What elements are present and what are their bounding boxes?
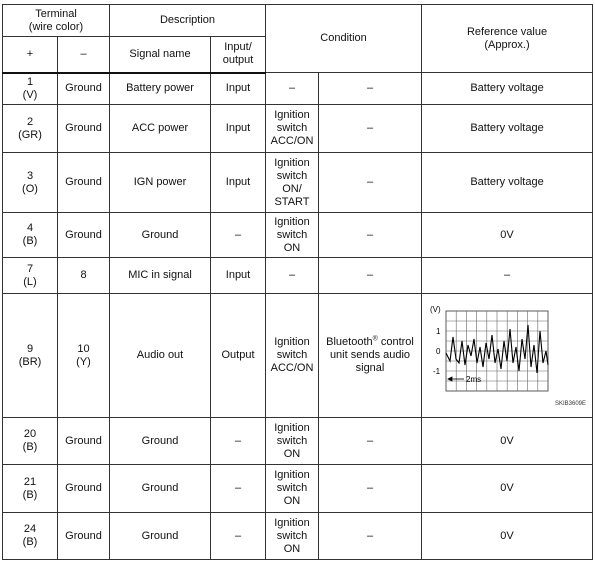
table-row <box>3 418 593 465</box>
condition-switch: – <box>266 73 319 105</box>
waveform-figure <box>424 301 590 411</box>
condition-detail-text: control unit sends audio signal <box>329 336 414 374</box>
reference-value: – <box>422 258 593 294</box>
condition-detail: – <box>319 73 422 105</box>
terminal-plus: 7 (L) <box>3 258 58 294</box>
condition-detail <box>319 294 422 418</box>
condition-detail: – <box>319 258 422 294</box>
table-row <box>3 73 593 105</box>
condition-detail: – <box>319 465 422 513</box>
signal-name: Audio out <box>110 294 211 418</box>
tick-label-neg1: -1 <box>433 366 441 376</box>
reference-value: Battery voltage <box>422 105 593 153</box>
reference-value: Battery voltage <box>422 73 593 105</box>
table-row <box>3 153 593 213</box>
reference-value: 0V <box>422 465 593 513</box>
condition-detail: – <box>319 213 422 258</box>
terminal-plus: 4 (B) <box>3 213 58 258</box>
reference-waveform-cell <box>422 294 593 418</box>
header-terminal: Terminal (wire color) <box>3 5 110 37</box>
signal-name: Ground <box>110 418 211 465</box>
condition-switch: Ignition switch ON <box>266 513 319 560</box>
terminal-plus: 1 (V) <box>3 73 58 105</box>
condition-switch: Ignition switch ACC/ON <box>266 294 319 418</box>
table-row <box>3 465 593 513</box>
terminal-minus: Ground <box>58 465 110 513</box>
table-row <box>3 294 593 418</box>
condition-switch: Ignition switch ON/ START <box>266 153 319 213</box>
input-output: – <box>211 418 266 465</box>
condition-detail: – <box>319 418 422 465</box>
condition-detail: – <box>319 513 422 560</box>
waveform-svg <box>424 301 593 411</box>
input-output: Input <box>211 73 266 105</box>
terminal-plus: 21 (B) <box>3 465 58 513</box>
header-reference-value: Reference value (Approx.) <box>422 5 593 73</box>
terminal-minus: Ground <box>58 513 110 560</box>
signal-name: Ground <box>110 465 211 513</box>
input-output: – <box>211 465 266 513</box>
input-output: Input <box>211 153 266 213</box>
condition-switch: Ignition switch ON <box>266 465 319 513</box>
terminal-minus: Ground <box>58 153 110 213</box>
terminal-minus: Ground <box>58 418 110 465</box>
input-output: Output <box>211 294 266 418</box>
header-condition: Condition <box>266 5 422 73</box>
header-signal-name: Signal name <box>110 37 211 73</box>
signal-name: MIC in signal <box>110 258 211 294</box>
table-row <box>3 513 593 560</box>
terminal-plus: 2 (GR) <box>3 105 58 153</box>
input-output: – <box>211 213 266 258</box>
signal-name: ACC power <box>110 105 211 153</box>
terminal-plus: 24 (B) <box>3 513 58 560</box>
condition-switch: Ignition switch ON <box>266 418 319 465</box>
time-scale-label: 2ms <box>466 374 482 384</box>
tick-label-0: 0 <box>436 346 441 356</box>
terminal-minus: Ground <box>58 105 110 153</box>
terminal-minus: Ground <box>58 73 110 105</box>
signal-name: Ground <box>110 213 211 258</box>
header-minus: – <box>58 37 110 73</box>
reference-value: Battery voltage <box>422 153 593 213</box>
table-row <box>3 213 593 258</box>
tick-label-1: 1 <box>436 326 441 336</box>
condition-detail: – <box>319 105 422 153</box>
bluetooth-label: Bluetooth <box>326 336 373 348</box>
condition-switch: – <box>266 258 319 294</box>
terminal-minus: 10 (Y) <box>58 294 110 418</box>
table-row <box>3 105 593 153</box>
terminal-plus: 20 (B) <box>3 418 58 465</box>
signal-name: Ground <box>110 513 211 560</box>
header-input-output: Input/ output <box>211 37 266 73</box>
figure-code: SKIB3609E <box>554 400 587 407</box>
waveform-unit-label: (V) <box>430 304 441 314</box>
terminal-plus: 3 (O) <box>3 153 58 213</box>
condition-switch: Ignition switch ON <box>266 213 319 258</box>
condition-switch: Ignition switch ACC/ON <box>266 105 319 153</box>
terminal-plus: 9 (BR) <box>3 294 58 418</box>
terminal-spec-table <box>2 4 593 560</box>
header-description: Description <box>110 5 266 37</box>
header-plus: + <box>3 37 58 73</box>
terminal-minus: Ground <box>58 213 110 258</box>
condition-detail: – <box>319 153 422 213</box>
reference-value: 0V <box>422 418 593 465</box>
reference-value: 0V <box>422 213 593 258</box>
input-output: Input <box>211 105 266 153</box>
input-output: – <box>211 513 266 560</box>
signal-name: IGN power <box>110 153 211 213</box>
registered-mark: ® <box>372 335 378 343</box>
table-row <box>3 258 593 294</box>
input-output: Input <box>211 258 266 294</box>
reference-value: 0V <box>422 513 593 560</box>
terminal-minus: 8 <box>58 258 110 294</box>
signal-name: Battery power <box>110 73 211 105</box>
